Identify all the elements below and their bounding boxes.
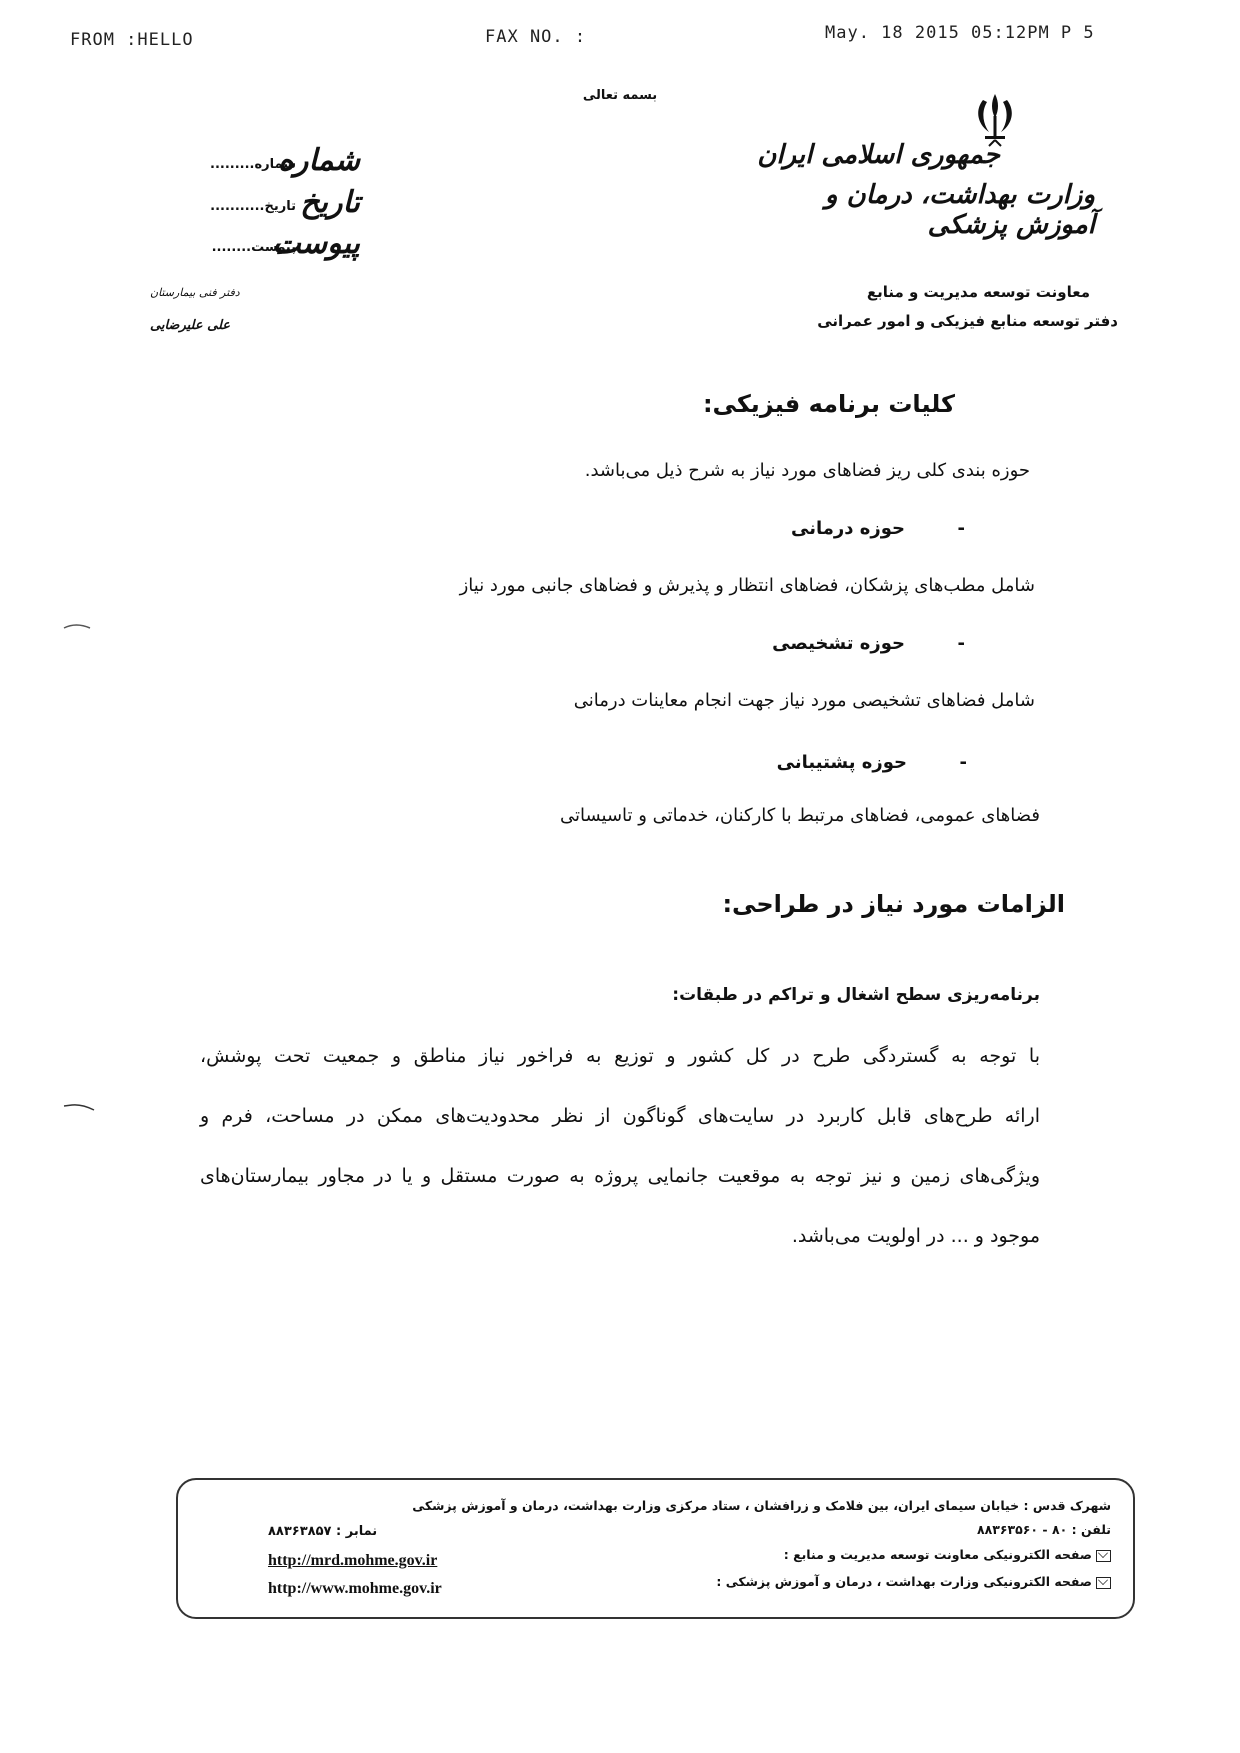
- fax-datetime: May. 18 2015 05:12PM P 5: [825, 23, 1095, 43]
- footer-email-deputy-label: صفحه الکترونیکی معاونت توسعه مدیریت و منابع :: [783, 1547, 1092, 1562]
- footer-phone: تلفن : ۸۰ - ۸۸۳۶۳۵۶۰: [977, 1522, 1111, 1537]
- bullet-dash: -: [959, 752, 967, 773]
- handwritten-note-1: دفتر فنی بیمارستان: [150, 286, 240, 299]
- section-text-treatment: شامل مطب‌های پزشکان، فضاهای انتظار و پذیرش و فضاهای جانبی مورد نیاز: [459, 575, 1035, 596]
- footer-box: [176, 1478, 1135, 1619]
- mail-icon: [1096, 1550, 1111, 1562]
- section-title-text: حوزه تشخیصی: [772, 633, 905, 654]
- footer-email-ministry: [611, 1574, 1111, 1589]
- office-title: دفتر توسعه منابع فیزیکی و امور عمرانی: [817, 312, 1118, 330]
- paragraph-line: ارائه طرح‌های قابل کاربرد در سایت‌های گوناگون از نظر محدودیت‌های ممکن در مساحت، فرم و: [200, 1105, 1040, 1127]
- link-deputy-website[interactable]: http://mrd.mohme.gov.ir: [268, 1552, 438, 1569]
- link-ministry-website[interactable]: http://www.mohme.gov.ir: [268, 1580, 442, 1597]
- meta-attachment-field: پیوست........: [211, 240, 296, 255]
- meta-date-field: تاریخ...........: [210, 199, 296, 214]
- bullet-dash: -: [957, 518, 965, 539]
- ministry-title: وزارت بهداشت، درمان و آموزش پزشکی: [825, 180, 1095, 240]
- meta-number: [160, 145, 360, 185]
- scan-mark: [62, 620, 94, 634]
- heading-occupancy-planning: برنامه‌ریزی سطح اشغال و تراکم در طبقات:: [672, 985, 1040, 1005]
- basmala: بسمه تعالی: [582, 88, 658, 103]
- meta-number-field: شماره.........: [210, 157, 296, 172]
- republic-title: جمهوری اسلامی ایران: [757, 140, 1000, 170]
- paragraph-line: موجود و ... در اولویت می‌باشد.: [791, 1225, 1040, 1247]
- heading-design-requirements: الزامات مورد نیاز در طراحی:: [722, 890, 1065, 918]
- paragraph-line: با توجه به گستردگی طرح در کل کشور و توزیع به فراخور نیاز مناطق و جمعیت تحت پوشش،: [200, 1045, 1040, 1067]
- section-title-text: حوزه درمانی: [791, 518, 905, 539]
- fax-number: FAX NO. :: [485, 27, 587, 47]
- footer-email-ministry-label: صفحه الکترونیکی وزارت بهداشت ، درمان و آموزش پزشکی :: [716, 1574, 1092, 1589]
- handwritten-note-2: علی علیرضایی: [150, 318, 231, 333]
- heading-physical-program: کلیات برنامه فیزیکی:: [702, 390, 955, 418]
- section-text-diagnostic: شامل فضاهای تشخیصی مورد نیاز جهت انجام معاینات درمانی: [573, 690, 1035, 711]
- paragraph-line: ویژگی‌های زمین و نیز توجه به موقعیت جانمایی پروژه به صورت مستقل و یا در مجاور بیمارستان‌های: [200, 1165, 1040, 1187]
- bullet-dash: -: [957, 633, 965, 654]
- footer-address: شهرک قدس : خیابان سیمای ایران، بین فلامک و زرافشان ، ستاد مرکزی وزارت بهداشت، درمان و آموزش پزشکی: [412, 1498, 1111, 1513]
- deputy-title: معاونت توسعه مدیریت و منابع: [866, 283, 1090, 301]
- scan-mark: [62, 1100, 98, 1114]
- meta-number-label: شماره: [278, 143, 360, 178]
- meta-attachment: [160, 228, 360, 268]
- section-title-diagnostic: [772, 633, 965, 654]
- section-title-treatment: [791, 518, 965, 539]
- meta-attachment-label: پیوست: [272, 226, 360, 261]
- mail-icon: [1096, 1577, 1111, 1589]
- section-title-support: [777, 752, 967, 773]
- intro-paragraph: حوزه بندی کلی ریز فضاهای مورد نیاز به شرح ذیل می‌باشد.: [584, 460, 1030, 481]
- section-text-support: فضاهای عمومی، فضاهای مرتبط با کارکنان، خدماتی و تاسیساتی: [559, 805, 1040, 826]
- section-title-text: حوزه پشتیبانی: [776, 752, 907, 773]
- footer-email-deputy: [611, 1547, 1111, 1562]
- meta-date: [160, 187, 360, 227]
- fax-from: FROM :HELLO: [70, 30, 194, 50]
- footer-fax: نمابر : ۸۸۳۶۳۸۵۷: [268, 1524, 378, 1539]
- iran-emblem-icon: [965, 88, 1025, 148]
- meta-date-label: تاریخ: [300, 185, 360, 220]
